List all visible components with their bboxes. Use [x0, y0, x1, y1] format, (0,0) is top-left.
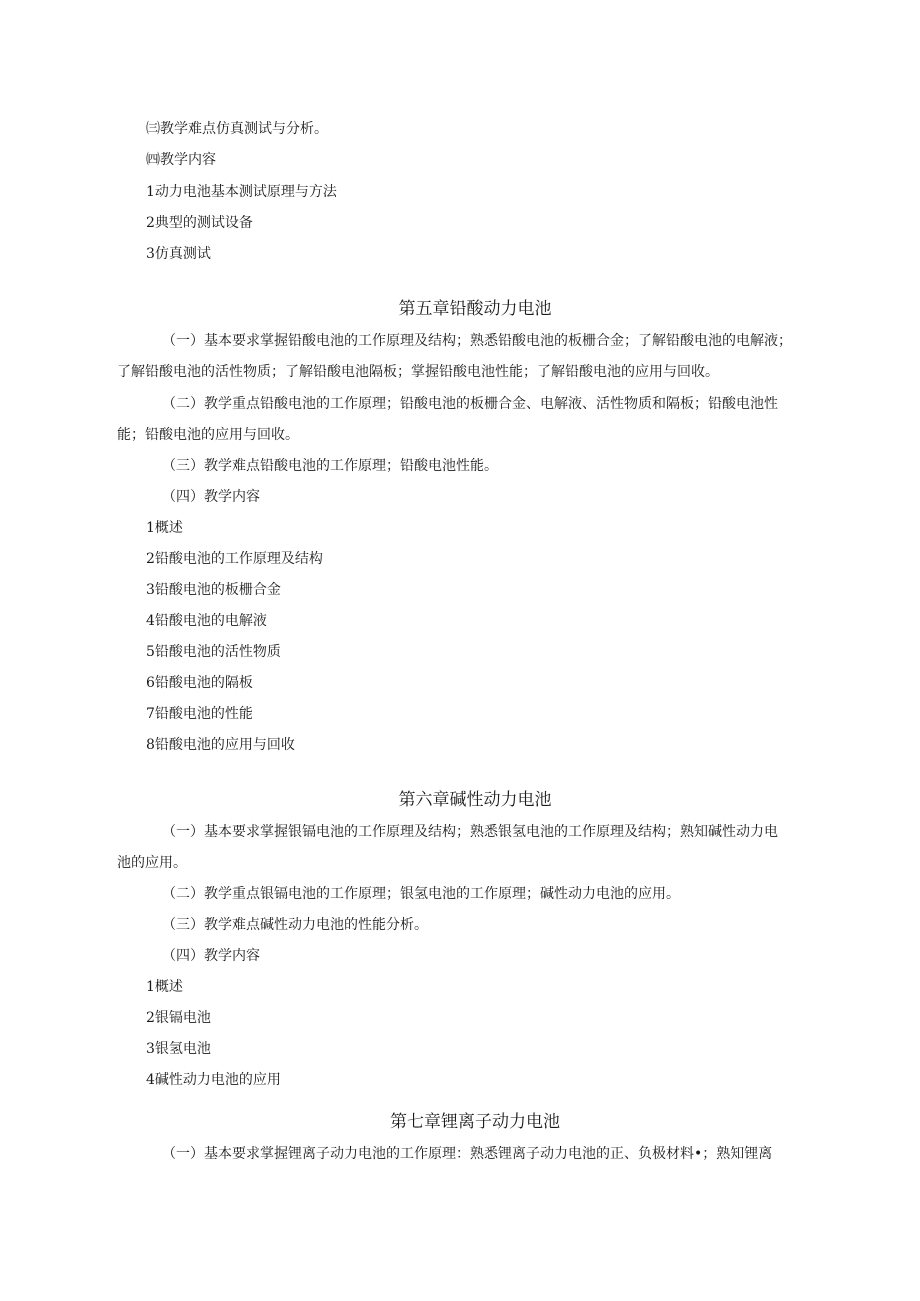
- list-item: 1概述: [146, 979, 183, 995]
- list-item: 4碱性动力电池的应用: [146, 1072, 281, 1088]
- ch6-difficulty: （三）教学难点碱性动力电池的性能分析。: [162, 917, 428, 933]
- list-item: 2银镉电池: [146, 1010, 211, 1026]
- list-item: 3仿真测试: [146, 246, 211, 262]
- top-content-title: ㈣教学内容: [146, 152, 216, 168]
- ch6-requirements: （一）基本要求掌握银镉电池的工作原理及结构；熟悉银氢电池的工作原理及结构；熟知碱性动力电: [162, 824, 778, 840]
- chapter-5-title: 第五章铅酸动力电池: [398, 299, 552, 319]
- list-item: 8铅酸电池的应用与回收: [146, 737, 295, 753]
- ch6-content-title: （四）教学内容: [162, 948, 260, 964]
- ch5-content-title: （四）教学内容: [162, 489, 260, 505]
- list-item: 7铅酸电池的性能: [146, 706, 253, 722]
- list-item: 3铅酸电池的板栅合金: [146, 582, 281, 598]
- list-item: 5铅酸电池的活性物质: [146, 644, 281, 660]
- chapter-6-title: 第六章碱性动力电池: [398, 790, 552, 810]
- list-item: 2铅酸电池的工作原理及结构: [146, 551, 323, 567]
- top-difficulty: ㈢教学难点仿真测试与分析。: [146, 121, 328, 137]
- list-item: 4铅酸电池的电解液: [146, 613, 267, 629]
- ch6-requirements-cont: 池的应用。: [117, 855, 187, 871]
- ch5-difficulty: （三）教学难点铅酸电池的工作原理；铅酸电池性能。: [162, 458, 498, 474]
- ch7-requirements: （一）基本要求掌握锂离子动力电池的工作原理：熟悉锂离子动力电池的正、负极材料•；熟知锂离: [162, 1146, 773, 1162]
- ch6-key-points: （二）教学重点银镉电池的工作原理；银氢电池的工作原理；碱性动力电池的应用。: [162, 886, 680, 902]
- ch5-requirements: （一）基本要求掌握铅酸电池的工作原理及结构；熟悉铅酸电池的板栅合金；了解铅酸电池的电解液；: [162, 333, 792, 349]
- ch5-key-points: （二）教学重点铅酸电池的工作原理；铅酸电池的板栅合金、电解液、活性物质和隔板；铅酸电池性: [162, 396, 778, 412]
- list-item: 2典型的测试设备: [146, 215, 253, 231]
- list-item: 1动力电池基本测试原理与方法: [146, 184, 337, 200]
- ch5-requirements-cont: 了解铅酸电池的活性物质；了解铅酸电池隔板；掌握铅酸电池性能；了解铅酸电池的应用与回收。: [117, 364, 719, 380]
- list-item: 3银氢电池: [146, 1041, 211, 1057]
- list-item: 1概述: [146, 520, 183, 536]
- chapter-7-title: 第七章锂离子动力电池: [390, 1112, 560, 1132]
- list-item: 6铅酸电池的隔板: [146, 675, 253, 691]
- ch5-key-points-cont: 能；铅酸电池的应用与回收。: [117, 427, 299, 443]
